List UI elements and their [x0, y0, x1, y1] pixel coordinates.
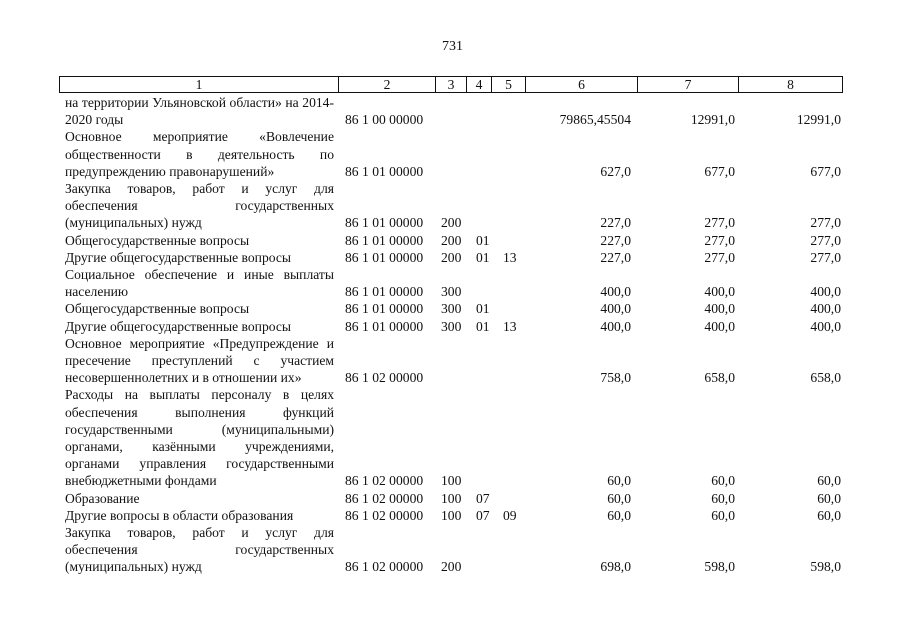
row-value-8: 60,0 [817, 507, 841, 523]
header-col-8: 8 [739, 77, 843, 93]
table-row [0, 94, 905, 128]
row-name: Закупка товаров, работ и услуг для обеспечения государственных (муниципальных) нужд [65, 181, 334, 231]
row-value-8: 400,0 [810, 318, 841, 334]
row-name: на территории Ульяновской области» на 2014-2020 годы [65, 95, 334, 128]
row-value-6: 227,0 [600, 232, 631, 248]
row-col3: 300 [441, 284, 462, 300]
header-col-2: 2 [339, 77, 436, 93]
header-col-3: 3 [436, 77, 467, 93]
table-row [0, 386, 905, 489]
row-name: Расходы на выплаты персоналу в целях обеспечения выполнения функций государственными (муниципальными) органами, казёнными учреждениями, органами управления государственными внебюджетными фондами [65, 387, 334, 489]
row-code: 86 1 01 00000 [345, 318, 424, 334]
table-row [0, 490, 905, 507]
header-col-7: 7 [638, 77, 739, 93]
row-value-8: 658,0 [810, 370, 841, 386]
row-name: Другие вопросы в области образования [65, 507, 294, 523]
row-name: Закупка товаров, работ и услуг для обеспечения государственных (муниципальных) нужд [65, 525, 334, 575]
row-code: 86 1 01 00000 [345, 284, 424, 300]
row-col5: 13 [503, 249, 517, 265]
row-value-8: 277,0 [810, 249, 841, 265]
column-header-table [59, 76, 843, 93]
table-row [0, 335, 905, 387]
row-code: 86 1 01 00000 [345, 215, 424, 231]
row-name: Основное мероприятие «Предупреждение и пресечение преступлений с участием несовершеннолетних и в отношении их» [65, 335, 334, 386]
table-row [0, 318, 905, 335]
row-value-6: 400,0 [600, 284, 631, 300]
budget-rows [0, 94, 905, 576]
row-code: 86 1 01 00000 [345, 163, 424, 179]
row-value-6: 627,0 [600, 163, 631, 179]
row-value-7: 598,0 [704, 559, 735, 575]
row-col3: 200 [441, 215, 462, 231]
row-value-7: 60,0 [711, 473, 735, 489]
row-value-6: 227,0 [600, 215, 631, 231]
row-col4: 01 [476, 249, 490, 265]
table-row [0, 524, 905, 576]
row-code: 86 1 02 00000 [345, 370, 424, 386]
row-value-7: 400,0 [704, 301, 735, 317]
row-name: Общегосударственные вопросы [65, 301, 250, 317]
row-col4: 01 [476, 301, 490, 317]
row-value-8: 60,0 [817, 473, 841, 489]
row-value-6: 227,0 [600, 249, 631, 265]
row-value-7: 658,0 [704, 370, 735, 386]
row-value-8: 277,0 [810, 232, 841, 248]
row-code: 86 1 01 00000 [345, 301, 424, 317]
row-value-7: 400,0 [704, 284, 735, 300]
row-name: Другие общегосударственные вопросы [65, 318, 292, 334]
row-value-6: 698,0 [600, 559, 631, 575]
row-code: 86 1 01 00000 [345, 249, 424, 265]
table-row [0, 128, 905, 180]
row-value-8: 60,0 [817, 490, 841, 506]
row-col3: 200 [441, 249, 462, 265]
header-col-6: 6 [526, 77, 638, 93]
row-value-8: 400,0 [810, 301, 841, 317]
row-name: Социальное обеспечение и иные выплаты населению [65, 267, 334, 300]
page-number: 731 [442, 39, 463, 54]
row-col3: 100 [441, 490, 462, 506]
row-value-8: 277,0 [810, 215, 841, 231]
row-value-7: 60,0 [711, 490, 735, 506]
row-value-7: 60,0 [711, 507, 735, 523]
row-value-6: 60,0 [607, 473, 631, 489]
header-col-1: 1 [60, 77, 339, 93]
row-value-8: 400,0 [810, 284, 841, 300]
row-code: 86 1 02 00000 [345, 507, 424, 523]
row-name: Общегосударственные вопросы [65, 232, 250, 248]
row-value-7: 12991,0 [690, 112, 735, 128]
row-value-6: 400,0 [600, 301, 631, 317]
row-col5: 13 [503, 318, 517, 334]
row-col5: 09 [503, 507, 517, 523]
row-code: 86 1 02 00000 [345, 559, 424, 575]
row-value-8: 677,0 [810, 163, 841, 179]
row-col3: 300 [441, 318, 462, 334]
row-value-7: 277,0 [704, 215, 735, 231]
row-code: 86 1 02 00000 [345, 473, 424, 489]
row-code: 86 1 00 00000 [345, 112, 424, 128]
row-value-7: 277,0 [704, 249, 735, 265]
row-col3: 100 [441, 473, 462, 489]
row-value-7: 677,0 [704, 163, 735, 179]
table-row [0, 180, 905, 232]
table-row [0, 266, 905, 300]
row-col4: 01 [476, 232, 490, 248]
header-col-5: 5 [492, 77, 526, 93]
row-col3: 100 [441, 507, 462, 523]
row-col4: 07 [476, 490, 490, 506]
table-row [0, 249, 905, 266]
row-code: 86 1 01 00000 [345, 232, 424, 248]
row-col4: 01 [476, 318, 490, 334]
row-value-6: 400,0 [600, 318, 631, 334]
row-col3: 200 [441, 232, 462, 248]
header-col-4: 4 [467, 77, 492, 93]
row-value-6: 60,0 [607, 490, 631, 506]
table-row [0, 507, 905, 524]
row-name: Другие общегосударственные вопросы [65, 249, 292, 265]
table-row [0, 232, 905, 249]
row-value-7: 400,0 [704, 318, 735, 334]
row-col3: 200 [441, 559, 462, 575]
row-value-6: 758,0 [600, 370, 631, 386]
row-value-6: 60,0 [607, 507, 631, 523]
row-code: 86 1 02 00000 [345, 490, 424, 506]
row-value-8: 598,0 [810, 559, 841, 575]
row-col4: 07 [476, 507, 490, 523]
row-name: Основное мероприятие «Вовлечение общественности в деятельность по предупреждению правонарушений» [65, 129, 334, 179]
row-value-8: 12991,0 [796, 112, 841, 128]
row-value-6: 79865,45504 [559, 112, 631, 128]
row-col3: 300 [441, 301, 462, 317]
row-value-7: 277,0 [704, 232, 735, 248]
table-row [0, 300, 905, 317]
row-name: Образование [65, 490, 140, 506]
